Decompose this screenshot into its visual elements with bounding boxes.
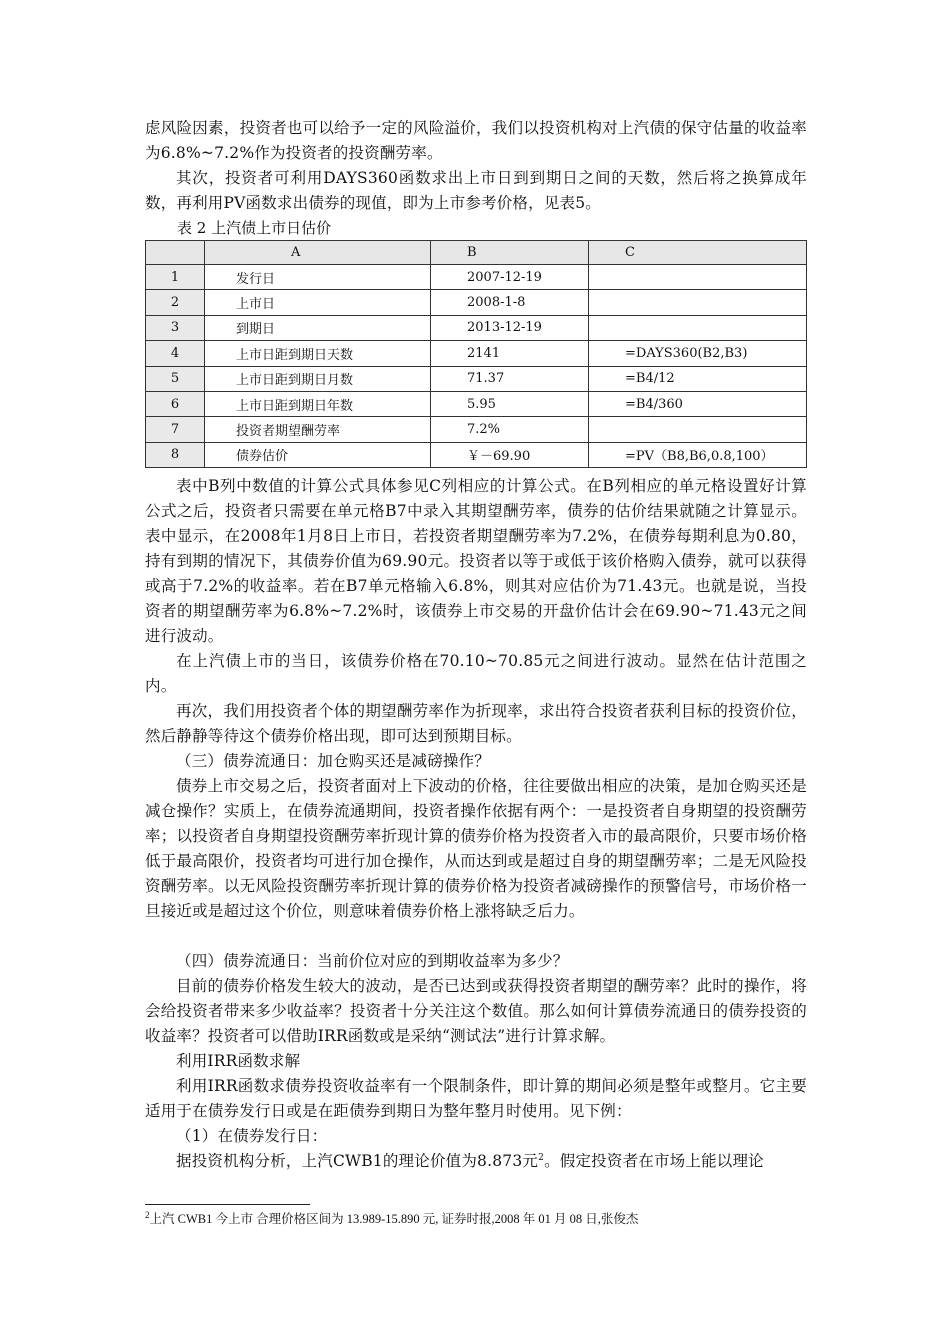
table-row <box>146 442 807 467</box>
paragraph: 利用IRR函数求债券投资收益率有一个限制条件，即计算的期间必须是整年或整月。它主要适用于在债券发行日或是在距债券到期日为整年整月时使用。见下例： <box>145 1077 807 1120</box>
cell-a: 投资者期望酬劳率 <box>205 417 431 442</box>
row-number: 4 <box>146 341 205 366</box>
header-cell: B <box>431 241 589 265</box>
row-number: 3 <box>146 315 205 340</box>
cell-b: 2141 <box>431 341 589 366</box>
table-row <box>146 265 807 290</box>
cell-c <box>589 315 807 340</box>
cell-a: 到期日 <box>205 315 431 340</box>
paragraph: 其次，投资者可利用DAYS360函数求出上市日到到期日之间的天数，然后将之换算成年数，再利用PV函数求出债券的现值，即为上市参考价格，见表5。 <box>145 169 807 212</box>
cell-a: 发行日 <box>205 265 431 290</box>
header-cell <box>146 241 205 265</box>
table-row <box>146 290 807 315</box>
table-header-row <box>146 241 807 265</box>
table-row <box>146 417 807 442</box>
cell-a: 上市日 <box>205 290 431 315</box>
table-row <box>146 391 807 416</box>
cell-c <box>589 290 807 315</box>
cell-c: =PV（B8,B6,0.8,100） <box>589 442 807 467</box>
cell-b: ￥－69.90 <box>431 442 589 467</box>
paragraph: 虑风险因素，投资者也可以给予一定的风险溢价，我们以投资机构对上汽债的保守估量的收益率为6.8%~7.2%作为投资者的投资酬劳率。 <box>145 119 807 162</box>
subheading: 利用IRR函数求解 <box>176 1052 301 1070</box>
cell-a: 上市日距到期日天数 <box>205 341 431 366</box>
footnote-text: 上汽 CWB1 今上市 合理价格区间为 13.989-15.890 元, 证券时报,2008 年 01 月 08 日,张俊杰 <box>149 1212 639 1226</box>
table-caption: 表 2 上汽债上市日估价 <box>177 219 332 237</box>
paragraph: 再次，我们用投资者个体的期望酬劳率作为折现率，求出符合投资者获利目标的投资价位，然后静静等待这个债券价格出现，即可达到预期目标。 <box>145 702 807 745</box>
cell-b: 7.2% <box>431 417 589 442</box>
footnote-divider <box>145 1204 310 1205</box>
cell-b: 2008-1-8 <box>431 290 589 315</box>
table-row <box>146 315 807 340</box>
paragraph-text: 据投资机构分析，上汽CWB1的理论价值为8.873元 <box>176 1152 539 1170</box>
paragraph-text-tail: 。假定投资者在市场上能以理论 <box>544 1152 764 1170</box>
cell-c: =B4/12 <box>589 366 807 391</box>
row-number: 2 <box>146 290 205 315</box>
footnote-number: 2 <box>145 1209 150 1220</box>
cell-a: 上市日距到期日月数 <box>205 366 431 391</box>
valuation-table <box>145 240 807 468</box>
table-row <box>146 341 807 366</box>
paragraph: 在上汽债上市的当日，该债券价格在70.10~70.85元之间进行波动。显然在估计范围之内。 <box>145 652 807 695</box>
footnote <box>145 1210 638 1228</box>
cell-b: 2013-12-19 <box>431 315 589 340</box>
paragraph: 债券上市交易之后，投资者面对上下波动的价格，往往要做出相应的决策，是加仓购买还是减仓操作？实质上，在债券流通期间，投资者操作依据有两个：一是投资者自身期望的投资酬劳率；以投资者自身期望投资酬劳率折现计算的债券价格为投资者入市的最高限价，只要市场价格低于最高限价，投资者均可进行加仓操作，从而达到或是超过自身的期望酬劳率；二是无风险投资酬劳率。以无风险投资酬劳率折现计算的债券价格为投资者减磅操作的预警信号，市场价格一旦接近或是超过这个价位，则意味着债券价格上涨将缺乏后力。 <box>145 777 807 920</box>
cell-b: 71.37 <box>431 366 589 391</box>
row-number: 6 <box>146 391 205 416</box>
cell-a: 债券估价 <box>205 442 431 467</box>
cell-c <box>589 417 807 442</box>
cell-c: =B4/360 <box>589 391 807 416</box>
row-number: 7 <box>146 417 205 442</box>
cell-c <box>589 265 807 290</box>
cell-b: 2007-12-19 <box>431 265 589 290</box>
table-row <box>146 366 807 391</box>
cell-b: 5.95 <box>431 391 589 416</box>
row-number: 1 <box>146 265 205 290</box>
row-number: 5 <box>146 366 205 391</box>
section-heading: （四）债券流通日：当前价位对应的到期收益率为多少？ <box>176 952 569 970</box>
paragraph: 目前的债券价格发生较大的波动，是否已达到或获得投资者期望的酬劳率？此时的操作，将会给投资者带来多少收益率？投资者十分关注这个数值。那么如何计算债券流通日的债券投资的收益率？投资者可以借助IRR函数或是采纳“测试法”进行计算求解。 <box>145 977 807 1045</box>
list-item: （1）在债券发行日： <box>176 1127 328 1145</box>
header-cell: C <box>589 241 807 265</box>
row-number: 8 <box>146 442 205 467</box>
paragraph: 表中B列中数值的计算公式具体参见C列相应的计算公式。在B列相应的单元格设置好计算公式之后，投资者只需要在单元格B7中录入其期望酬劳率，债券的估价结果就随之计算显示。表中显示，在2008年1月8日上市日，若投资者期望酬劳率为7.2%，在债券每期利息为0.80，持有到期的情况下，其债券价值为69.90元。投资者以等于或低于该价格购入债券，就可以获得或高于7.2%的收益率。若在B7单元格输入6.8%，则其对应估价为71.43元。也就是说，当投资者的期望酬劳率为6.8%~7.2%时，该债券上市交易的开盘价估计会在69.90~71.43元之间进行波动。 <box>145 477 807 645</box>
cell-c: =DAYS360(B2,B3) <box>589 341 807 366</box>
section-heading: （三）债券流通日：加仓购买还是减磅操作？ <box>176 752 491 770</box>
paragraph <box>145 1149 807 1174</box>
header-cell: A <box>205 241 431 265</box>
footnote-ref[interactable]: 2 <box>538 1152 545 1163</box>
cell-a: 上市日距到期日年数 <box>205 391 431 416</box>
